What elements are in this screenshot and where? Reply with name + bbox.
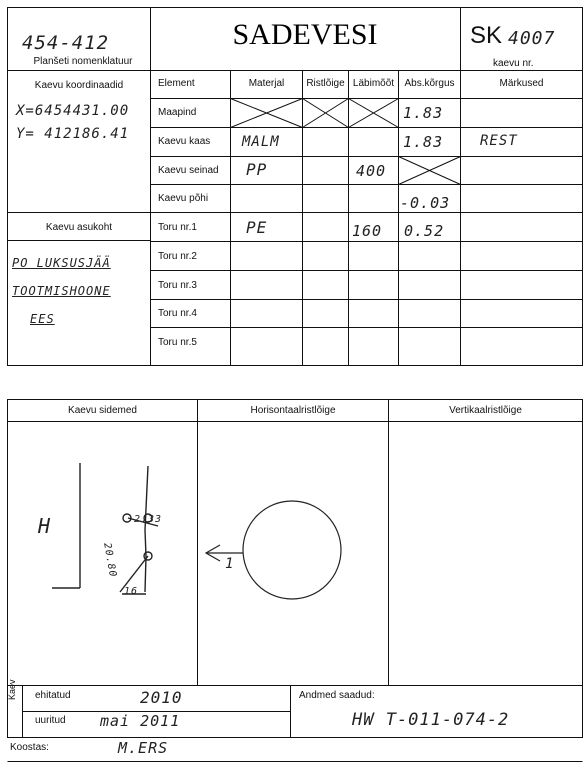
location-line-3: EES	[30, 312, 55, 326]
author-label: Koostas:	[10, 742, 49, 753]
data-source-value: HW T-011-074-2	[352, 710, 510, 730]
sketch-letter: H	[38, 514, 52, 538]
built-label: ehitatud	[35, 690, 71, 701]
table-row-element: Toru nr.1	[158, 222, 197, 233]
table-cell-materjal: PP	[246, 160, 268, 179]
coords-label: Kaevu koordinaadid	[34, 80, 124, 91]
data-source-label: Andmed saadud:	[299, 690, 375, 701]
table-cell-abs: 0.52	[404, 222, 445, 240]
table-cell-markused: REST	[480, 133, 518, 149]
col-header-materjal: Materjal	[248, 78, 285, 89]
table-row-element: Toru nr.4	[158, 308, 197, 319]
well-number-label: kaevu nr.	[493, 58, 534, 69]
built-value: 2010	[140, 688, 183, 707]
table-cell-materjal: PE	[246, 218, 268, 237]
location-line-2: TOOTMISHOONE	[12, 284, 111, 298]
table-cell-materjal: MALM	[242, 134, 280, 150]
coord-y-value: Y= 412186.41	[16, 126, 130, 142]
section-header-vertical: Vertikaalristlõige	[449, 405, 522, 416]
location-line-1: PO LUKSUSJÄÄ	[12, 256, 111, 270]
table-row-element: Kaevu kaas	[158, 136, 211, 147]
sketch-mark: 16	[124, 586, 139, 597]
location-label: Kaevu asukoht	[45, 222, 113, 233]
table-cell-abs: 1.83	[403, 104, 444, 122]
horizontal-section-drawing	[206, 501, 341, 599]
well-number-prefix: SK	[470, 22, 503, 49]
table-row-element: Kaevu seinad	[158, 165, 219, 176]
pipe-marker: 1	[225, 556, 235, 572]
table-row-element: Maapind	[158, 107, 197, 118]
kaev-label: Kaev	[7, 679, 17, 700]
table-row-element: Kaevu põhi	[158, 193, 209, 204]
col-header-ristloige: Ristlõige	[306, 78, 345, 89]
table-cell-labimoot: 400	[356, 162, 387, 180]
nomenclature-value: 454-412	[22, 32, 110, 54]
table-row-element: Toru nr.5	[158, 337, 197, 348]
section-header-links: Kaevu sidemed	[68, 405, 137, 416]
col-header-markused: Märkused	[499, 78, 544, 89]
form-title: SADEVESI	[232, 18, 378, 51]
col-header-element: Element	[158, 78, 195, 89]
surveyed-label: uuritud	[35, 715, 66, 726]
table-row-element: Toru nr.3	[158, 280, 197, 291]
col-header-labimoot: Läbimõõt	[352, 78, 395, 89]
sketch-dimension-1: 2.33	[134, 514, 163, 525]
author-value: M.ERS	[118, 739, 169, 757]
connections-sketch	[52, 463, 158, 594]
coord-x-value: X=6454431.00	[16, 103, 130, 119]
surveyed-value: mai 2011	[100, 712, 181, 730]
table-cell-abs: 1.83	[403, 133, 444, 151]
nomenclature-label: Planšeti nomenklatuur	[33, 56, 133, 67]
sketch-dimension-2: 20.80	[101, 542, 119, 579]
section-header-horizontal: Horisontaalristlõige	[250, 405, 336, 416]
table-cell-abs: -0.03	[400, 194, 451, 212]
table-row-element: Toru nr.2	[158, 251, 197, 262]
table-cell-labimoot: 160	[352, 222, 383, 240]
col-header-abs-korgus: Abs.kõrgus	[404, 78, 455, 89]
well-number-value: 4007	[508, 28, 556, 49]
